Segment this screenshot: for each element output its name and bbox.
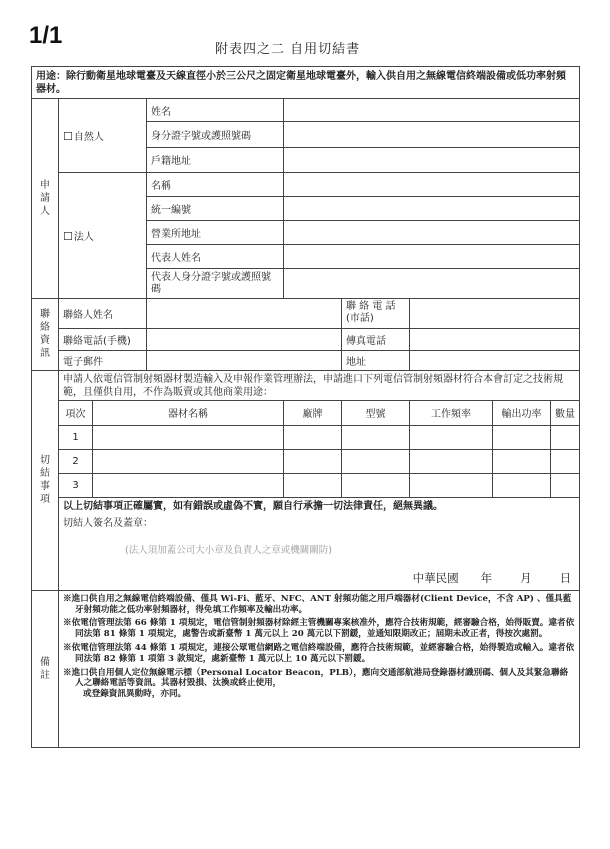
representative-id-label: 代表人身分證字號或護照號碼 — [147, 269, 284, 298]
company-name-field[interactable] — [284, 172, 580, 196]
col-power: 輸出功率 — [493, 401, 551, 425]
equipment-name-cell[interactable] — [93, 449, 284, 473]
business-address-field[interactable] — [284, 221, 580, 245]
quantity-cell[interactable] — [551, 449, 580, 473]
email-field[interactable] — [147, 351, 342, 371]
table-row — [32, 449, 580, 473]
remarks-section-label: 備 註 — [32, 590, 59, 747]
quantity-cell[interactable] — [551, 425, 580, 449]
tax-id-label: 統一編號 — [147, 196, 284, 220]
legal-person-option[interactable] — [59, 172, 147, 298]
col-model: 型號 — [342, 401, 410, 425]
col-quantity: 數量 — [551, 401, 580, 425]
remark-item: ※進口供自用個人定位無線電示標（Personal Locator Beacon，PLB），應向交通部航港局登錄器材識別碼、個人及其緊急聯絡人之聯絡電話等資訊。其器材毀損、汰換或終止使用， — [63, 667, 569, 689]
remark-item: ※依電信管理法第 66 條第 1 項規定，電信管制射頻器材除經主管機關專案核准外，應符合技術規範，經審驗合格，始得販賣。違者依同法第 81 條第 1 項規定，處警告或新臺幣 1 萬元以上 20 萬元以下罰鍰，並通知限期改正；屆期未改正者，得按次處罰。 — [63, 618, 575, 640]
quantity-cell[interactable] — [551, 473, 580, 497]
table-row — [32, 425, 580, 449]
row-number: 3 — [59, 473, 93, 497]
power-cell[interactable] — [493, 473, 551, 497]
id-number-label: 身分證字號或護照號碼 — [147, 122, 284, 147]
col-frequency: 工作頻率 — [410, 401, 493, 425]
equipment-name-cell[interactable] — [93, 473, 284, 497]
model-cell[interactable] — [342, 473, 410, 497]
address-field[interactable] — [410, 351, 580, 371]
id-number-field[interactable] — [284, 122, 580, 147]
landline-field[interactable] — [410, 298, 580, 328]
applicant-section-label: 申 請 人 — [32, 99, 59, 298]
representative-id-field[interactable] — [284, 269, 580, 298]
fax-label: 傳真電話 — [342, 328, 410, 350]
affidavit-section-label: 切 結 事 項 — [32, 371, 59, 591]
document-title: 附表四之二 自用切結書 — [215, 42, 361, 57]
power-cell[interactable] — [493, 425, 551, 449]
col-equipment-name: 器材名稱 — [93, 401, 284, 425]
natural-person-option[interactable] — [59, 99, 147, 173]
name-label: 姓名 — [147, 99, 284, 122]
purpose-text: 用途：除行動衛星地球電臺及天線直徑小於三公尺之固定衛星地球電臺外，輸入供自用之無線電信終端設備或低功率射頻器材。 — [32, 67, 580, 99]
affidavit-intro: 申請人依電信管制射頻器材製造輸入及申報作業管理辦法，申請進口下列電信管制射頻器材符合本會訂定之技術規範，且僅供自用，不作為販賣或其他商業用途： — [59, 371, 580, 401]
affidavit-form — [31, 66, 580, 748]
contact-name-field[interactable] — [147, 298, 342, 328]
model-cell[interactable] — [342, 449, 410, 473]
household-address-label: 戶籍地址 — [147, 147, 284, 172]
mobile-field[interactable] — [147, 328, 342, 350]
brand-cell[interactable] — [284, 449, 342, 473]
equipment-name-cell[interactable] — [93, 425, 284, 449]
col-item-no: 項次 — [59, 401, 93, 425]
tax-id-field[interactable] — [284, 196, 580, 220]
name-field[interactable] — [284, 99, 580, 122]
frequency-cell[interactable] — [410, 425, 493, 449]
remark-item: ※進口供自用之無線電信終端設備、僅具 Wi-Fi、藍牙、NFC、ANT 射頻功能之用戶端器材(Client Device，不含 AP) 、僅具藍牙射頻功能之低功率射頻器材，得免填工作頻率及輸出功率。 — [63, 593, 572, 615]
fax-field[interactable] — [410, 328, 580, 350]
legal-person-label: 法人 — [73, 231, 94, 243]
email-label: 電子郵件 — [59, 351, 147, 371]
brand-cell[interactable] — [284, 473, 342, 497]
power-cell[interactable] — [493, 449, 551, 473]
natural-person-checkbox[interactable] — [63, 132, 74, 143]
remark-item-tail: 或登錄資訊異動時，亦同。 — [83, 689, 187, 700]
row-number: 2 — [59, 449, 93, 473]
household-address-field[interactable] — [284, 147, 580, 172]
legal-person-checkbox[interactable] — [63, 232, 74, 243]
table-row — [32, 473, 580, 497]
company-name-label: 名稱 — [147, 172, 284, 196]
brand-cell[interactable] — [284, 425, 342, 449]
frequency-cell[interactable] — [410, 473, 493, 497]
signature-label: 切結人簽名及蓋章： — [63, 518, 153, 530]
date-line: 中華民國 年 月 日 — [412, 570, 572, 585]
frequency-cell[interactable] — [410, 449, 493, 473]
signature-area[interactable] — [59, 498, 580, 591]
landline-label: 聯 絡 電 話(市話) — [342, 298, 410, 328]
contact-section-label: 聯 絡 資 訊 — [32, 298, 59, 371]
address-label: 地址 — [342, 351, 410, 371]
remarks-list — [59, 590, 580, 747]
remark-item: ※依電信管理法第 44 條第 1 項規定，連接公眾電信網路之電信終端設備，應符合技術規範，並經審驗合格，始得製造或輸入。違者依同法第 82 條第 1 項第 3 款規定，處新臺幣 1 萬元以上 10 萬元以下罰鍰。 — [63, 642, 575, 664]
business-address-label: 營業所地址 — [147, 221, 284, 245]
declaration-text: 以上切結事項正確屬實，如有錯誤或虛偽不實，願自行承擔一切法律責任，絕無異議。 — [63, 501, 443, 513]
contact-name-label: 聯絡人姓名 — [59, 298, 147, 328]
mobile-label: 聯絡電話(手機) — [59, 328, 147, 350]
row-number: 1 — [59, 425, 93, 449]
representative-name-field[interactable] — [284, 245, 580, 269]
model-cell[interactable] — [342, 425, 410, 449]
seal-note: (法人須加蓋公司大小章及負責人之章或機關關防) — [125, 545, 332, 557]
col-brand: 廠牌 — [284, 401, 342, 425]
representative-name-label: 代表人姓名 — [147, 245, 284, 269]
natural-person-label: 自然人 — [73, 131, 104, 143]
page-indicator: 1/1 — [29, 22, 63, 49]
